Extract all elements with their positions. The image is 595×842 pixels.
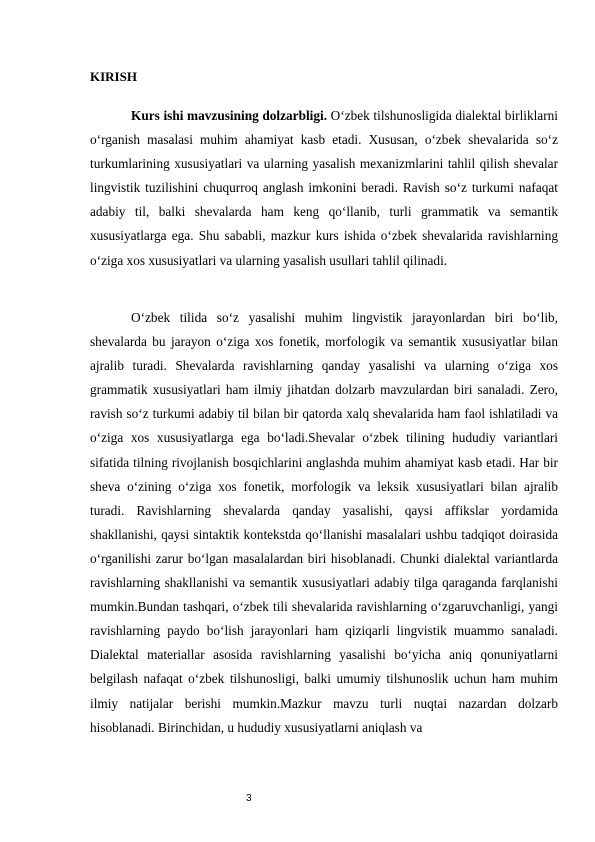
section-heading: KIRISH <box>90 69 137 84</box>
paragraph-text: O‘zbek tilshunosligida dialektal birliklarni o‘rganish masalasi muhim ahamiyat kasb etadi. Xususan, o‘zbek shevalarida so‘z turkumlarining xususiyatlari va ularning yasalish mexanizmlarini tahlil qilish shevalar lingvistik tuzilishini chuqurroq anglash imkonini beradi. Ravish so‘z turkumi nafaqat adabiy til, balki shevalarda ham keng qo‘llanib, turli grammatik va semantik xususiyatlarga ega. Shu sababli, mazkur kurs ishida o‘zbek shevalarida ravishlarning o‘ziga xos xususiyatlari va ularning yasalish usullari tahlil qilinadi. <box>90 108 558 268</box>
paragraph-body: O‘zbek tilida so‘z yasalishi muhim lingvistik jarayonlardan biri bo‘lib, shevalarda bu jarayon o‘ziga xos fonetik, morfologik va semantik xususiyatlar bilan ajralib turadi. Shevalarda ravishlarning qanday yasalishi va ularning o‘ziga xos grammatik xususiyatlari ham ilmiy jihatdan dolzarb mavzulardan biri sanaladi. Zero, ravish so‘z turkumi adabiy til bilan bir qatorda xalq shevalarida ham faol ishlatiladi va o‘ziga xos xususiyatlarga ega bo‘ladi.Shevalar o‘zbek tilining hududiy variantlari sifatida tilning rivojlanish bosqichlarini anglashda muhim ahamiyat kasb etadi. Har bir sheva o‘zining o‘ziga xos fonetik, morfologik va leksik xususiyatlari bilan ajralib turadi. Ravishlarning shevalarda qanday yasalishi, qaysi affikslar yordamida shakllanishi, qaysi sintaktik kontekstda qo‘llanishi masalalari ushbu tadqiqot doirasida o‘rganilishi zarur bo‘lgan masalalardan biri hisoblanadi. Chunki dialektal variantlarda ravishlarning shakllanishi va semantik xususiyatlari adabiy tilga qaraganda farqlanishi mumkin.Bundan tashqari, o‘zbek tili shevalarida ravishlarning o‘zgaruvchanligi, yangi ravishlarning paydo bo‘lish jarayonlari ham qiziqarli lingvistik muammo sanaladi. Dialektal materiallar asosida ravishlarning yasalishi bo‘yicha aniq qonuniyatlarni belgilash nafaqat o‘zbek tilshunosligi, balki umumiy tilshunoslik uchun ham muhim ilmiy natijalar berishi mumkin.Mazkur mavzu turli nuqtai nazardan dolzarb hisoblanadi. Birinchidan, u hududiy xususiyatlarni aniqlash va <box>90 310 558 735</box>
paragraph-relevance <box>90 104 558 273</box>
page-number: 3 <box>246 793 252 804</box>
paragraph-lead: Kurs ishi mavzusining dolzarbligi. <box>131 108 328 123</box>
